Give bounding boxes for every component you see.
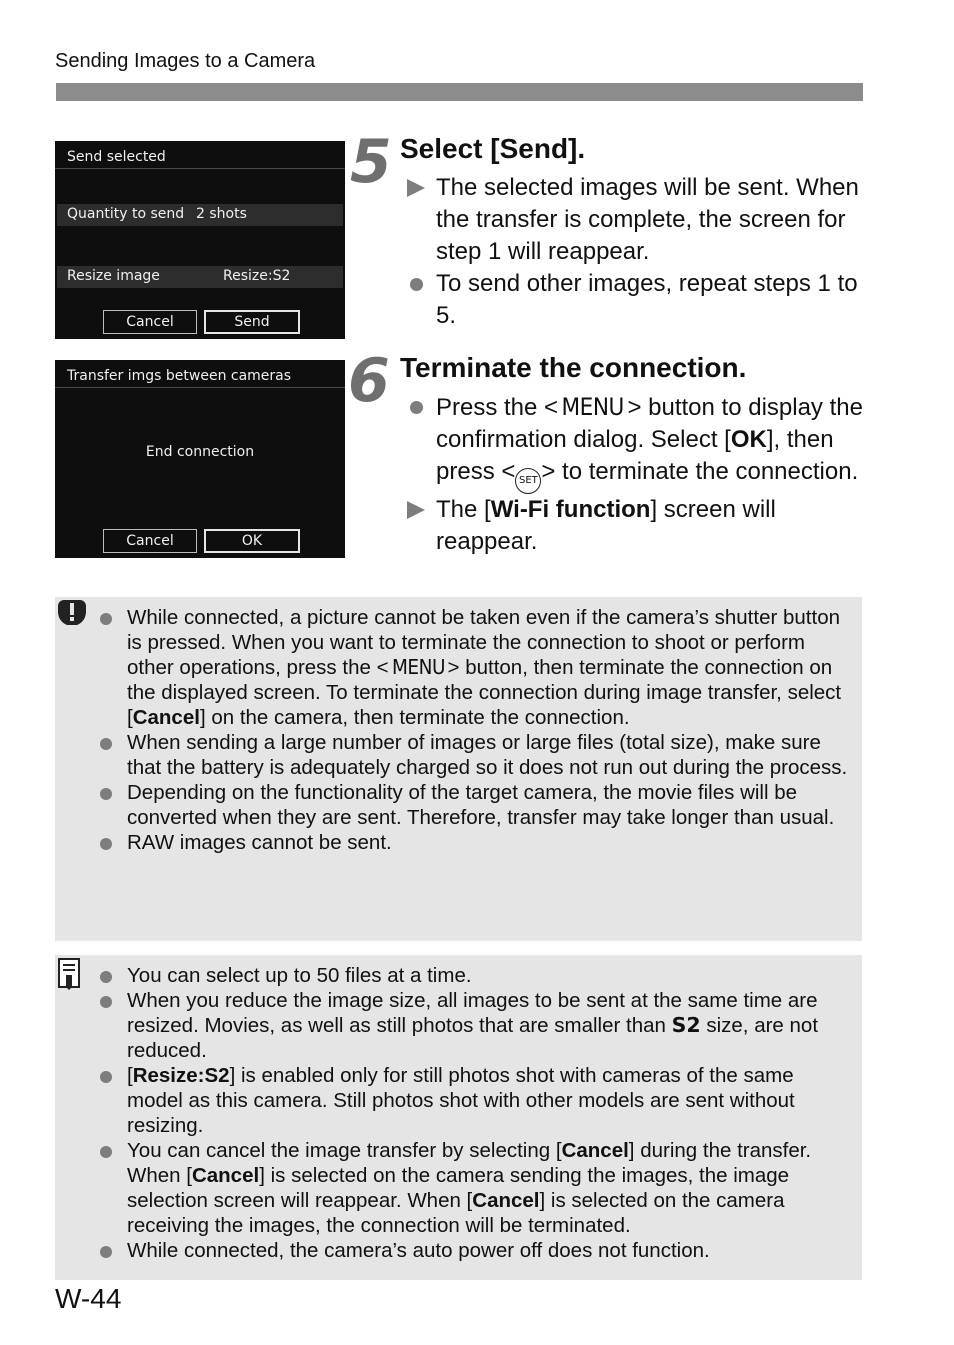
item-text: The [Wi-Fi function] screen will reappear. (436, 496, 776, 555)
page-number: W-44 (55, 1283, 122, 1314)
list-item (100, 830, 850, 855)
item-text: You can cancel the image transfer by selecting [Cancel] during the transfer. When [Cancel] is selected on the camera sending the images, the image selection screen will reappear. When [Cancel] is selected on the camera receiving the images, the connection will be terminated. (127, 1139, 812, 1237)
memo-icon (57, 957, 83, 996)
dot-bullet-icon (405, 268, 427, 300)
menu-button-icon: MENU (391, 655, 445, 679)
section-title: Sending Images to a Camera (55, 50, 316, 72)
cancel-button: Cancel (103, 529, 197, 553)
screen-divider (55, 387, 345, 388)
dot-bullet-icon (100, 1071, 112, 1083)
list-item (100, 730, 850, 780)
list-item (100, 963, 850, 988)
dot-bullet-icon (100, 1246, 112, 1258)
item-text: While connected, a picture cannot be taken even if the camera’s shutter button is pressed. When you want to terminate the connection to shoot or perform other operations, press the < MENU > button, then terminate the connection on the displayed screen. To terminate the connection during image transfer, select [Cancel] on the camera, then terminate the connection. (127, 606, 842, 729)
triangle-bullet-icon (405, 172, 427, 206)
dot-bullet-icon (100, 613, 112, 625)
item-text: Press the < MENU > button to display the confirmation dialog. Select [OK], then press < SET > to terminate the connection. (436, 394, 863, 485)
item-text: While connected, the camera’s auto power off does not function. (127, 1239, 710, 1262)
step-5-title: Select [Send]. (400, 133, 586, 164)
caution-list (100, 605, 850, 855)
item-text: When sending a large number of images or large files (total size), make sure that the battery is adequately charged so it does not run out during the process. (127, 731, 848, 779)
cancel-button: Cancel (103, 310, 197, 334)
item-text: The selected images will be sent. When the transfer is complete, the screen for step 1 will reappear. (436, 174, 859, 265)
step-5-list (405, 172, 865, 332)
quantity-value: 2 shots (196, 206, 247, 222)
screen-divider (55, 168, 345, 169)
resize-label: Resize image (67, 268, 160, 284)
caution-box (55, 597, 862, 941)
dot-bullet-icon (100, 738, 112, 750)
list-item (100, 605, 850, 730)
note-box (55, 955, 862, 1280)
ok-button: OK (204, 529, 300, 553)
set-button-icon: SET (515, 468, 541, 494)
step-6-list (405, 391, 865, 558)
resize-value: Resize:S2 (223, 268, 291, 284)
quantity-label: Quantity to send (67, 206, 185, 222)
dot-bullet-icon (100, 971, 112, 983)
list-item (100, 1138, 850, 1238)
item-text: When you reduce the image size, all images to be sent at the same time are resized. Movies, as well as still photos that are smaller than S2 size, are not reduced. (127, 989, 819, 1062)
send-button: Send (204, 310, 300, 334)
triangle-bullet-icon (405, 494, 427, 528)
list-item (405, 391, 865, 494)
s2-size-icon: S2 (671, 1013, 701, 1037)
step-6-title: Terminate the connection. (400, 352, 747, 383)
item-text: You can select up to 50 files at a time. (127, 964, 472, 987)
dot-bullet-icon (405, 391, 427, 423)
list-item (100, 780, 850, 830)
list-item (405, 494, 865, 558)
screen-title: Transfer imgs between cameras (67, 368, 292, 384)
camera-screen-end-connection (55, 360, 345, 558)
resize-row (57, 266, 343, 288)
list-item (100, 988, 850, 1063)
list-item (100, 1238, 850, 1263)
camera-screen-send-selected (55, 141, 345, 339)
item-text: RAW images cannot be sent. (127, 831, 392, 854)
header-bar (56, 83, 863, 101)
dot-bullet-icon (100, 1146, 112, 1158)
quantity-row (57, 204, 343, 226)
menu-button-icon: MENU (561, 393, 624, 421)
caution-icon (57, 599, 87, 630)
dot-bullet-icon (100, 838, 112, 850)
dot-bullet-icon (100, 996, 112, 1008)
end-connection-message: End connection (145, 444, 255, 460)
dot-bullet-icon (100, 788, 112, 800)
item-text: [Resize:S2] is enabled only for still photos shot with cameras of the same model as this camera. Still photos shot with other models are sent without resizing. (127, 1064, 795, 1137)
list-item (405, 172, 865, 268)
item-text: Depending on the functionality of the target camera, the movie files will be converted when they are sent. Therefore, transfer may take longer than usual. (127, 781, 835, 829)
step-number-5: 5 (350, 127, 392, 197)
list-item (405, 268, 865, 332)
list-item (100, 1063, 850, 1138)
note-list (100, 963, 850, 1263)
screen-title: Send selected (67, 149, 166, 165)
step-number-6: 6 (348, 346, 390, 416)
item-text: To send other images, repeat steps 1 to 5. (436, 270, 858, 329)
